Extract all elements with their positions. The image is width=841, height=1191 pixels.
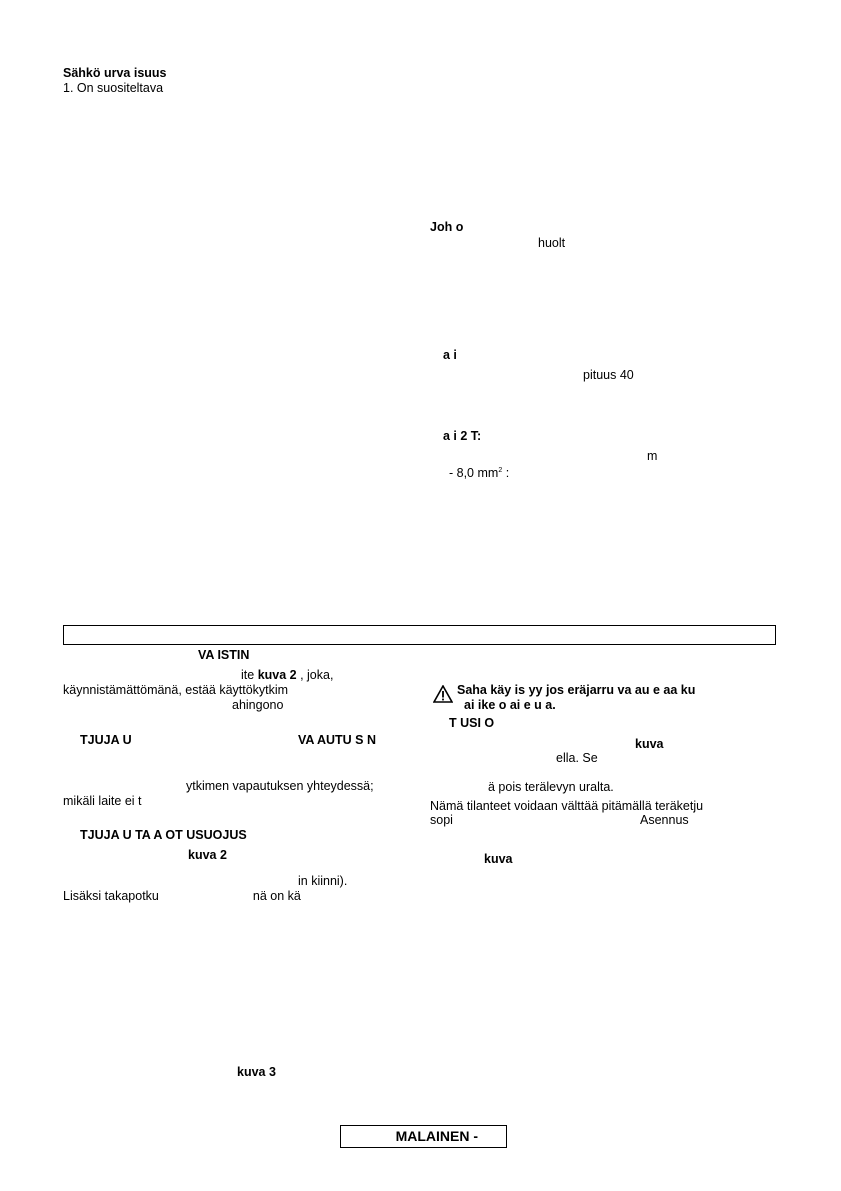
heading-ai: a i: [443, 348, 457, 362]
reference-kuva-2-b: kuva 2: [188, 848, 227, 862]
heading-tusi: T USI O: [449, 716, 495, 730]
text-m: m: [647, 449, 658, 463]
text-ite: ite: [241, 668, 258, 682]
section-title-box: [63, 625, 776, 645]
heading-va-autu: VA AUTU S N: [298, 733, 377, 747]
text-lisaksi-b: nä on kä: [252, 889, 301, 903]
text-joka: , joka,: [296, 668, 334, 682]
section-heading-electric-safety: Sähkö urva isuus: [63, 66, 167, 80]
heading-tjuja-ta: TJUJA U TA A OT USUOJUS: [80, 828, 247, 842]
text-sopi: sopi: [430, 813, 453, 827]
heading-va-istin: VA ISTIN: [198, 648, 250, 662]
text-lisaksi: [63, 889, 301, 904]
text-ytkimen: ytkimen vapautuksen yhteydessä;: [186, 779, 374, 793]
text-lisaksi-a: Lisäksi takapotku: [63, 889, 159, 903]
text-kuva2-line: [241, 668, 333, 683]
text-mm-colon: :: [502, 466, 510, 480]
text-pituus: pituus 40: [583, 368, 634, 382]
text-ahingono: ahingono: [232, 698, 284, 712]
reference-kuva-right-2: kuva: [484, 852, 513, 866]
text-mm-superscript: 2: [498, 467, 503, 474]
reference-kuva-right: kuva: [635, 737, 664, 751]
text-ella: ella. Se: [556, 751, 598, 765]
heading-tjuja-u: TJUJA U: [80, 733, 132, 747]
page-footer-language: MALAINEN -: [340, 1125, 507, 1148]
warning-line-2: ai ike o ai e u a.: [464, 698, 556, 712]
text-mm-value: - 8,0 mm: [449, 466, 499, 480]
warning-line-1: Saha käy is yy jos eräjarru va au e aa ku: [457, 683, 696, 697]
text-kaynnistamattomana: käynnistämättömänä, estää käyttökytkim: [63, 683, 289, 697]
list-item-1: 1. On suositeltava: [63, 81, 164, 95]
text-in-kiinni: in kiinni).: [298, 874, 348, 888]
text-asennus: Asennus: [640, 813, 689, 827]
text-namat: Nämä tilanteet voidaan välttää pitämällä teräketju: [430, 799, 704, 813]
text-pois: ä pois terälevyn uralta.: [488, 780, 614, 794]
reference-kuva-2: kuva 2: [257, 668, 297, 682]
text-mikali: mikäli laite ei t: [63, 794, 142, 808]
warning-triangle-icon: [433, 685, 453, 703]
text-mm: [449, 466, 509, 483]
reference-kuva-3: kuva 3: [237, 1065, 276, 1079]
text-huolt: huolt: [538, 236, 566, 250]
heading-ai2: a i 2 T:: [443, 429, 482, 443]
heading-joh: Joh o: [430, 220, 464, 234]
